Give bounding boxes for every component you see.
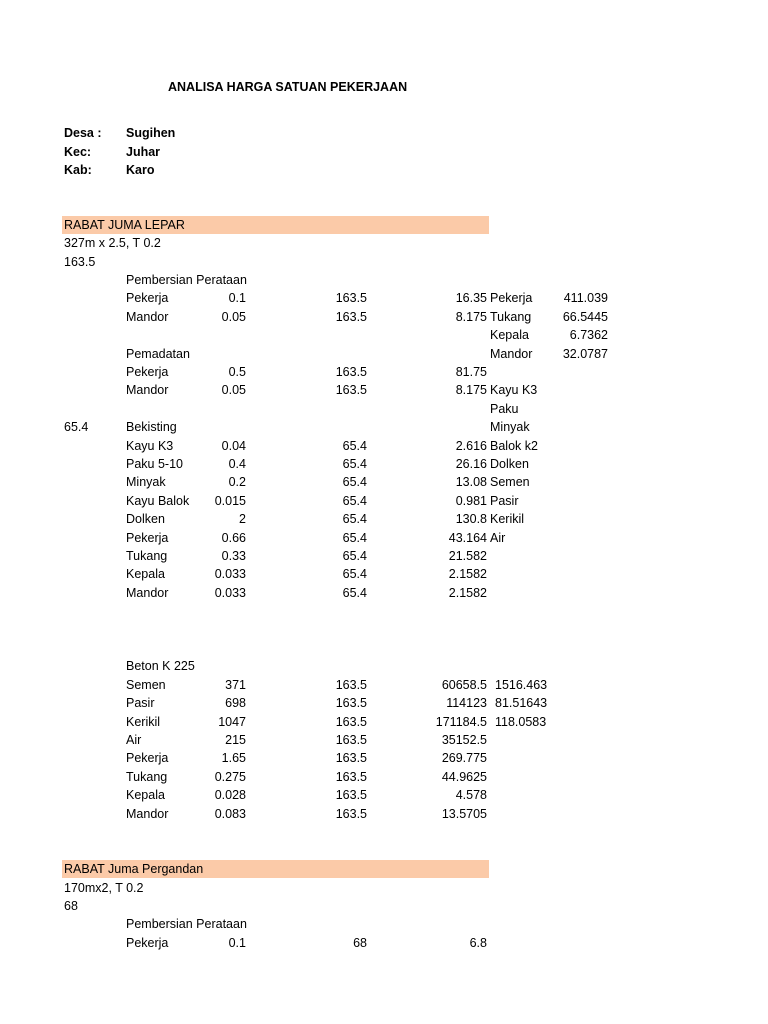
section-header-row xyxy=(0,860,768,878)
table-row xyxy=(0,565,768,583)
subheading: Beton K 225 xyxy=(126,659,195,673)
section-dims: 327m x 2.5, T 0.2 xyxy=(64,236,161,250)
item-total: 269.775 xyxy=(441,751,487,765)
resource-label: Semen xyxy=(490,475,530,489)
resource-label: Kepala xyxy=(490,328,529,342)
section-dims: 170mx2, T 0.2 xyxy=(64,881,144,895)
dims-row xyxy=(0,879,768,897)
item-total: 26.16 xyxy=(455,457,487,471)
item-volume: 65.4 xyxy=(342,586,367,600)
item-name: Minyak xyxy=(126,475,166,489)
subheading-row xyxy=(0,345,768,363)
item-name: Kepala xyxy=(126,567,165,581)
item-total: 13.5705 xyxy=(441,807,487,821)
item-name: Kerikil xyxy=(126,715,161,729)
item-coef: 0.015 xyxy=(214,494,246,508)
table-row xyxy=(0,529,768,547)
item-name: Mandor xyxy=(126,586,169,600)
item-coef: 0.05 xyxy=(221,310,246,324)
item-volume: 163.5 xyxy=(335,365,367,379)
table-row xyxy=(0,289,768,307)
item-volume: 163.5 xyxy=(335,807,367,821)
item-coef: 0.275 xyxy=(214,770,246,784)
table-row xyxy=(0,510,768,528)
item-volume: 163.5 xyxy=(335,715,367,729)
item-volume: 65.4 xyxy=(342,567,367,581)
item-coef: 2 xyxy=(239,512,246,526)
subheading-row xyxy=(0,418,768,436)
info-label: Kab: xyxy=(64,163,92,177)
table-row xyxy=(0,584,768,602)
section-area: 68 xyxy=(64,899,78,913)
extra-value: 118.0583 xyxy=(495,715,547,729)
item-total: 60658.5 xyxy=(441,678,487,692)
resource-label: Minyak xyxy=(490,420,530,434)
resource-value: 411.039 xyxy=(563,291,608,305)
item-coef: 0.083 xyxy=(214,807,246,821)
item-total: 8.175 xyxy=(455,310,487,324)
table-row xyxy=(0,768,768,786)
item-coef: 371 xyxy=(225,678,246,692)
table-row xyxy=(0,492,768,510)
item-volume: 68 xyxy=(353,936,367,950)
page-title: ANALISA HARGA SATUAN PEKERJAAN xyxy=(168,80,408,94)
info-value: Sugihen xyxy=(126,126,176,140)
area-row xyxy=(0,253,768,271)
extra-value: 81.51643 xyxy=(495,696,548,710)
item-total: 130.8 xyxy=(455,512,487,526)
item-name: Semen xyxy=(126,678,166,692)
subheading: Pemadatan xyxy=(126,347,190,361)
table-row xyxy=(0,676,768,694)
item-volume: 65.4 xyxy=(342,494,367,508)
table-row xyxy=(0,713,768,731)
resource-label: Tukang xyxy=(490,310,532,324)
section-header-row xyxy=(0,216,768,234)
resource-label: Kerikil xyxy=(490,512,525,526)
section-header: RABAT JUMA LEPAR xyxy=(64,218,185,232)
item-total: 13.08 xyxy=(455,475,487,489)
item-total: 0.981 xyxy=(455,494,487,508)
item-name: Kayu Balok xyxy=(126,494,190,508)
subheading-row xyxy=(0,271,768,289)
table-row xyxy=(0,381,768,399)
item-coef: 0.1 xyxy=(228,291,246,305)
info-label: Kec: xyxy=(64,145,92,159)
item-coef: 0.4 xyxy=(228,457,246,471)
item-volume: 65.4 xyxy=(342,531,367,545)
item-volume: 163.5 xyxy=(335,310,367,324)
item-name: Tukang xyxy=(126,549,168,563)
table-row xyxy=(0,547,768,565)
table-row xyxy=(0,326,768,344)
section-area: 163.5 xyxy=(64,255,96,269)
item-coef: 0.04 xyxy=(221,439,246,453)
table-row xyxy=(0,786,768,804)
item-coef: 1.65 xyxy=(221,751,246,765)
item-volume: 163.5 xyxy=(335,770,367,784)
title-row xyxy=(0,78,768,96)
resource-label: Balok k2 xyxy=(490,439,538,453)
item-coef: 0.033 xyxy=(214,567,246,581)
resource-label: Paku xyxy=(490,402,519,416)
item-volume: 65.4 xyxy=(342,457,367,471)
info-row-desa xyxy=(0,124,768,142)
item-total: 21.582 xyxy=(448,549,487,563)
section-area: 65.4 xyxy=(64,420,89,434)
item-total: 81.75 xyxy=(455,365,487,379)
item-total: 171184.5 xyxy=(435,715,487,729)
info-label: Desa : xyxy=(64,126,102,140)
item-total: 114123 xyxy=(446,696,487,710)
item-coef: 698 xyxy=(225,696,246,710)
item-volume: 163.5 xyxy=(335,788,367,802)
item-total: 8.175 xyxy=(455,383,487,397)
item-name: Paku 5-10 xyxy=(126,457,183,471)
item-coef: 0.33 xyxy=(221,549,246,563)
item-name: Dolken xyxy=(126,512,165,526)
item-total: 6.8 xyxy=(469,936,487,950)
table-row xyxy=(0,455,768,473)
item-name: Mandor xyxy=(126,310,169,324)
item-volume: 65.4 xyxy=(342,549,367,563)
table-row xyxy=(0,363,768,381)
item-total: 2.616 xyxy=(455,439,487,453)
resource-label: Mandor xyxy=(490,347,533,361)
extra-value: 1516.463 xyxy=(495,678,548,692)
subheading-row xyxy=(0,657,768,675)
item-coef: 0.2 xyxy=(228,475,246,489)
item-name: Kayu K3 xyxy=(126,439,174,453)
item-coef: 0.033 xyxy=(214,586,246,600)
item-volume: 163.5 xyxy=(335,291,367,305)
resource-value: 32.0787 xyxy=(562,347,608,361)
item-total: 16.35 xyxy=(455,291,487,305)
table-row xyxy=(0,473,768,491)
item-name: Mandor xyxy=(126,383,169,397)
item-volume: 65.4 xyxy=(342,512,367,526)
table-row xyxy=(0,805,768,823)
item-coef: 0.5 xyxy=(228,365,246,379)
item-total: 44.9625 xyxy=(441,770,487,784)
table-row xyxy=(0,308,768,326)
section-header: RABAT Juma Pergandan xyxy=(64,862,204,876)
item-volume: 163.5 xyxy=(335,733,367,747)
table-row xyxy=(0,694,768,712)
item-volume: 65.4 xyxy=(342,439,367,453)
table-row xyxy=(0,934,768,952)
item-name: Pasir xyxy=(126,696,155,710)
info-row-kab xyxy=(0,161,768,179)
item-coef: 215 xyxy=(225,733,246,747)
item-name: Pekerja xyxy=(126,936,169,950)
item-name: Pekerja xyxy=(126,531,169,545)
item-total: 2.1582 xyxy=(448,567,487,581)
item-coef: 0.05 xyxy=(221,383,246,397)
table-row xyxy=(0,437,768,455)
item-volume: 65.4 xyxy=(342,475,367,489)
resource-value: 6.7362 xyxy=(569,328,608,342)
subheading: Pembersian Perataan xyxy=(126,917,247,931)
subheading: Pembersian Perataan xyxy=(126,273,247,287)
info-value: Karo xyxy=(126,163,155,177)
subheading-row xyxy=(0,915,768,933)
item-name: Kepala xyxy=(126,788,165,802)
item-volume: 163.5 xyxy=(335,678,367,692)
item-volume: 163.5 xyxy=(335,696,367,710)
item-name: Mandor xyxy=(126,807,169,821)
item-name: Tukang xyxy=(126,770,168,784)
item-total: 35152.5 xyxy=(441,733,487,747)
item-total: 43.164 xyxy=(448,531,487,545)
item-total: 4.578 xyxy=(455,788,487,802)
item-name: Air xyxy=(126,733,142,747)
dims-row xyxy=(0,234,768,252)
item-coef: 0.028 xyxy=(214,788,246,802)
resource-label: Air xyxy=(490,531,506,545)
item-volume: 163.5 xyxy=(335,383,367,397)
info-value: Juhar xyxy=(126,145,161,159)
item-coef: 0.1 xyxy=(228,936,246,950)
item-coef: 0.66 xyxy=(221,531,246,545)
info-row-kec xyxy=(0,143,768,161)
resource-label: Pasir xyxy=(490,494,519,508)
resource-value: 66.5445 xyxy=(562,310,608,324)
resource-label: Dolken xyxy=(490,457,529,471)
item-total: 2.1582 xyxy=(448,586,487,600)
resource-label: Kayu K3 xyxy=(490,383,538,397)
table-row xyxy=(0,749,768,767)
area-row xyxy=(0,897,768,915)
subheading: Bekisting xyxy=(126,420,177,434)
item-coef: 1047 xyxy=(218,715,246,729)
item-name: Pekerja xyxy=(126,291,169,305)
table-row xyxy=(0,400,768,418)
table-row xyxy=(0,731,768,749)
item-volume: 163.5 xyxy=(335,751,367,765)
item-name: Pekerja xyxy=(126,751,169,765)
resource-label: Pekerja xyxy=(490,291,533,305)
item-name: Pekerja xyxy=(126,365,169,379)
